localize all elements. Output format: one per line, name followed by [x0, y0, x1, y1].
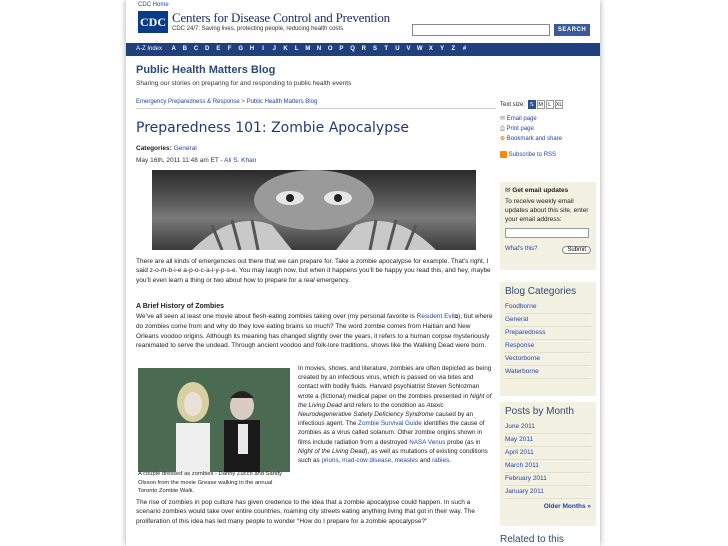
origins-comma-1: ,	[338, 457, 341, 465]
plus-icon: ⊕	[500, 136, 506, 142]
az-letter-link[interactable]: N	[316, 46, 322, 52]
zombie-face-illustration	[152, 170, 476, 250]
month-item[interactable]: February 2011	[505, 473, 591, 486]
az-letter-link[interactable]: D	[205, 46, 210, 52]
posts-by-month-title: Posts by Month	[505, 406, 574, 417]
az-letter-link[interactable]: O	[327, 46, 333, 52]
month-item[interactable]: April 2011	[505, 447, 591, 460]
post-date-text: May 16th, 2011 11:48 am ET -	[136, 157, 223, 164]
az-letter-link[interactable]: S	[372, 46, 377, 52]
zombie-hero-image	[152, 170, 476, 250]
email-updates-box	[500, 182, 596, 270]
category-item[interactable]: Vectorborne	[505, 353, 591, 366]
cdc-logo[interactable]: CDC	[138, 11, 168, 33]
breadcrumb-blog[interactable]: Public Health Matters Blog	[246, 99, 318, 105]
post-categories	[136, 145, 197, 152]
zombie-couple-illustration	[138, 368, 290, 472]
history-text: We’ve all seen at least one movie about flesh-eating zombies taking over (my personal favorite is	[136, 313, 415, 320]
origins-period: .	[449, 457, 451, 465]
email-page-link[interactable]	[500, 114, 596, 124]
month-item[interactable]: January 2011	[505, 486, 591, 499]
origins-text-3: caused by an infectious agent. The	[298, 411, 474, 428]
origins-text-1: In movies, shows, and literature, zombies are often depicted as being created by an infectious virus, which is passed on via bites and contact with bodily fluids. Harvard psychiatrist Steven Schlozman wrote a (fictional) medical paper on the zombies presented in	[298, 365, 492, 400]
mad-cow-link[interactable]: mad-cow disease	[342, 457, 392, 465]
origins-text-4: identifies the cause of zombies as a virus called solanum. Other zombie origins shown in films include radiation from a destroyed	[298, 420, 485, 446]
email-updates-desc: To receive weekly email updates about this site, enter your email address:	[505, 198, 589, 223]
category-link[interactable]: General	[173, 145, 197, 152]
origins-comma-2: ,	[391, 457, 393, 465]
bookmark-link[interactable]	[500, 134, 596, 144]
origins-text-2: and refers to the condition as	[343, 401, 425, 409]
az-letter-link[interactable]: A	[171, 46, 176, 52]
submit-button[interactable]: Submit	[562, 246, 591, 254]
print-page-label: Print page	[506, 126, 534, 132]
intro-emphasis: real	[303, 276, 315, 284]
az-letter-link[interactable]: G	[238, 46, 244, 52]
related-heading: Related to this	[500, 534, 564, 545]
email-updates-title-text: Get email updates	[512, 187, 569, 194]
az-letter-link[interactable]: X	[428, 46, 433, 52]
intro-text: There are all kinds of emergencies out there that we can prepare for. Take a zombie apocalypse for example. That’s right, I said z-o-m-b-i-e a-p-o-c-a-l-y-p-s-e. You may laugh now, but when it happens you’ll be happy you read this, and hey, maybe you’ll even learn a thing or two about how to prepare for a	[136, 258, 491, 284]
az-letter-link[interactable]: P	[339, 46, 344, 52]
resident-evil-link[interactable]: Resident Evil	[416, 313, 455, 320]
history-text-end: ), but where do zombies come from and why do they love eating brains so much? The word zombie comes from Haitian and New Orleans voodoo origins. Although its meaning has changed slightly over the years, it refers to a human corpse mysteriously reanimated to serve the undead. Through ancient voodoo and folk-lore traditions, shows like the Walking Dead were born.	[136, 313, 493, 349]
photo-caption: A couple dressed as zombies - Danny Zucco and Sandy Olsson from the movie Grease walking in the annual Toronto Zombie Walk.	[138, 471, 283, 494]
az-letter-link[interactable]: H	[249, 46, 255, 52]
az-letter-link[interactable]: I	[262, 46, 264, 52]
text-size-label: Text size:	[500, 102, 526, 109]
category-item[interactable]: Foodborne	[505, 301, 591, 314]
az-letter-link[interactable]: C	[193, 46, 199, 52]
site-header	[126, 0, 600, 42]
origins-text-6: ), as well as mutations of existing conditions such as	[298, 447, 488, 465]
printer-icon: ⎙	[500, 126, 505, 132]
category-item[interactable]: Response	[505, 340, 591, 353]
blog-categories-title: Blog Categories	[505, 286, 577, 297]
posts-by-month-box	[500, 402, 596, 526]
az-letter-link[interactable]: U	[395, 46, 400, 52]
az-letter-link[interactable]: E	[216, 46, 221, 52]
blog-title[interactable]: Public Health Matters Blog	[136, 64, 276, 76]
envelope-icon: ✉	[505, 187, 511, 194]
print-page-link[interactable]	[500, 124, 596, 134]
breadcrumb-emergency[interactable]: Emergency Preparedness & Response	[136, 99, 240, 105]
zombie-survival-guide-link[interactable]: Zombie Survival Guide	[358, 420, 422, 428]
email-actions	[505, 246, 591, 252]
az-letter-link[interactable]: R	[361, 46, 366, 52]
az-letter-link[interactable]: L	[294, 46, 299, 52]
categories-label: Categories:	[136, 145, 172, 152]
tagline: CDC 24/7: Saving lives, protecting people, reducing health costs	[172, 26, 344, 32]
pop-culture-paragraph: The rise of zombies in pop culture has given credence to the idea that a zombie apocalypse could happen. In such a scenario zombies would take over entire countries, roaming city streets eating anything living that got in their way. The proliferation of this idea has led many people to wonder “How do I prepare for a zombie apocalypse?”	[136, 499, 476, 525]
az-letter-link[interactable]: F	[227, 46, 232, 52]
az-letter-link[interactable]: #	[462, 46, 467, 52]
prions-link[interactable]: prions	[321, 457, 339, 465]
origins-paragraph	[298, 364, 492, 465]
intro-text-end: emergency.	[316, 276, 350, 284]
email-updates-title	[505, 186, 591, 194]
az-letter-link[interactable]: J	[272, 46, 276, 52]
month-item[interactable]: May 2011	[505, 434, 591, 447]
page-tools	[500, 114, 596, 160]
older-months-link[interactable]: Older Months »	[543, 503, 591, 510]
az-index-label[interactable]: A-Z Index	[136, 46, 163, 52]
blog-subtitle: Sharing our stories on preparing for and responding to public health events	[136, 80, 352, 87]
category-item[interactable]: Preparedness	[505, 327, 591, 340]
rss-icon	[500, 151, 507, 158]
email-page-label: Email page	[506, 116, 537, 122]
text-size-s[interactable]: S	[528, 100, 536, 109]
origins-em-3: Night of the Living Dead	[298, 447, 366, 455]
bookmark-label: Bookmark and share	[506, 136, 563, 142]
breadcrumb	[136, 99, 496, 109]
nasa-venus-link[interactable]: NASA Venus	[409, 438, 446, 446]
text-size-l[interactable]: L	[546, 100, 554, 109]
az-letter-link[interactable]: T	[384, 46, 388, 52]
origins-em-2: Ataxic Neurodegenerative Satiety Deficiency Syndrome	[298, 401, 444, 419]
breadcrumb-separator: >	[241, 99, 245, 105]
az-letter-link[interactable]: Y	[440, 46, 445, 52]
month-item[interactable]: June 2011	[505, 421, 591, 434]
category-item[interactable]: Waterborne	[505, 366, 591, 379]
external-link-icon: ⧉	[454, 314, 459, 320]
history-paragraph	[136, 312, 494, 350]
rss-link[interactable]	[500, 150, 596, 160]
category-item[interactable]: General	[505, 314, 591, 327]
whats-this-link[interactable]: What's this?	[505, 246, 538, 252]
author-link[interactable]: Ali S. Khan	[224, 157, 257, 164]
search-input[interactable]	[412, 24, 550, 36]
agency-name: Centers for Disease Control and Prevention	[172, 10, 390, 25]
zombie-couple-photo	[138, 368, 290, 472]
search-button[interactable]: SEARCH	[554, 24, 590, 36]
history-heading: A Brief History of Zombies	[136, 303, 225, 310]
post-title: Preparedness 101: Zombie Apocalypse	[136, 120, 409, 136]
page	[126, 0, 600, 546]
cdc-home-link[interactable]: CDC Home	[138, 2, 169, 8]
az-letter-link[interactable]: Z	[451, 46, 456, 52]
rss-label: Subscribe to RSS	[508, 152, 557, 158]
az-letter-link[interactable]: M	[305, 46, 311, 52]
origins-and: and	[419, 457, 431, 465]
envelope-icon: ✉	[500, 116, 506, 122]
az-letter-link[interactable]: B	[182, 46, 187, 52]
text-size-control	[500, 100, 596, 109]
origins-em-1: Night of the Living Dead	[298, 392, 492, 409]
text-size-m[interactable]: M	[538, 102, 543, 108]
post-intro-paragraph	[136, 257, 494, 285]
text-size-xl[interactable]: XL	[555, 102, 563, 108]
az-index-bar	[126, 43, 600, 56]
rabies-link[interactable]: rabies	[432, 457, 450, 465]
az-letter-link[interactable]: W	[416, 46, 423, 52]
measles-link[interactable]: measles	[394, 457, 419, 465]
post-date	[136, 157, 256, 164]
month-item[interactable]: March 2011	[505, 460, 591, 473]
email-input[interactable]	[505, 228, 589, 238]
az-letter-link[interactable]: K	[283, 46, 288, 52]
az-letter-link[interactable]: V	[406, 46, 411, 52]
blog-categories-box	[500, 282, 596, 396]
az-letter-link[interactable]: Q	[350, 46, 355, 52]
origins-text-5: probe (as in	[447, 438, 481, 446]
